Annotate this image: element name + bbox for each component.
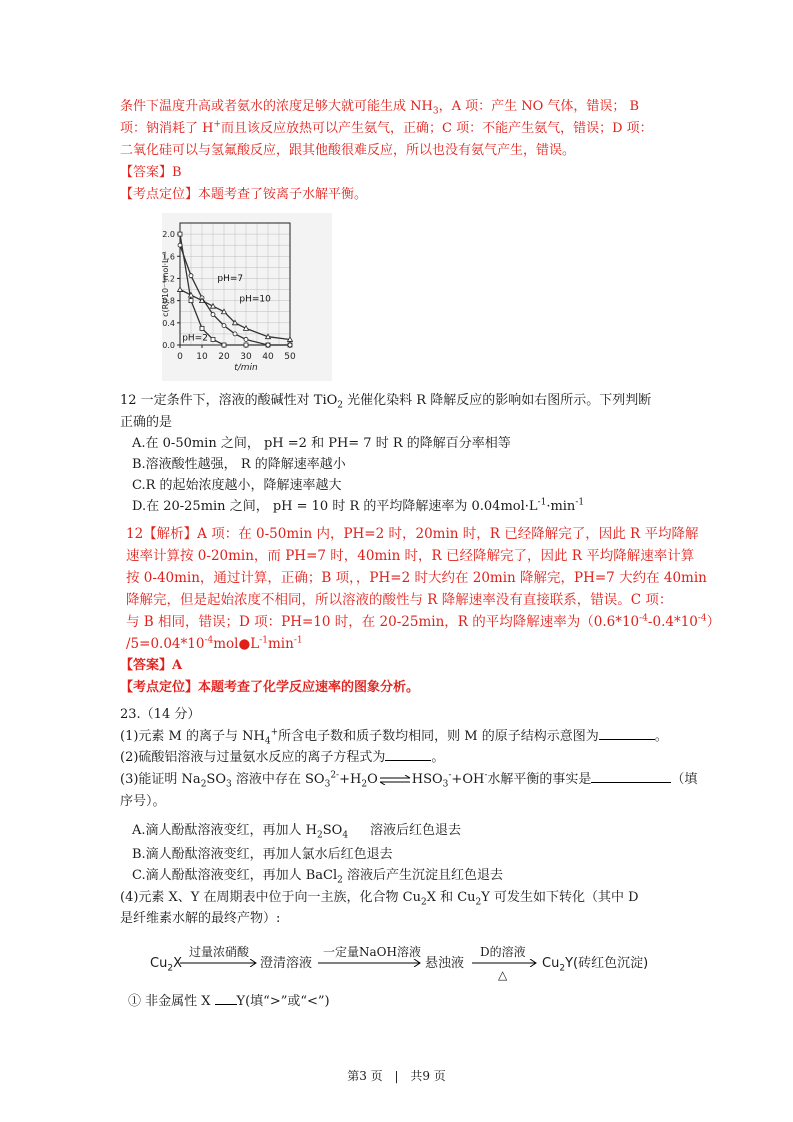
q23-heading: 23.（14 分） [120, 707, 201, 722]
q12-locate: 【考点定位】本题考查了化学反应速率的图象分析。 [120, 680, 420, 695]
q12-option-b: B.溶液酸性越强， R 的降解速率越小 [132, 457, 346, 472]
series-label: pH=2 [182, 333, 208, 344]
x-tick-label: 40 [262, 352, 274, 362]
q12-explanation-line-1: 12【解析】A 项：在 0-50min 内，PH=2 时，20min 时，R 已经降解完了，因此 R 平均降解 [126, 526, 699, 542]
right-arrow-icon [180, 959, 258, 967]
q12-explanation-line-4: 降解完，但是起始浓度不相同，所以溶液的酸性与 R 降解速率没有直接联系，错误。C 项： [126, 592, 673, 608]
prev-explanation-line-1: 条件下温度升高或者氨水的浓度足够大就可能生成 $NH_3$，A 项：产生 NO 气体，错误； B [120, 99, 640, 117]
y-tick-label: 0.4 [162, 318, 175, 328]
y-tick-label: 1.2 [162, 274, 175, 284]
right-arrow-icon [318, 959, 422, 967]
answer-blank[interactable] [385, 760, 431, 761]
q12-explanation-line-3: 按 0-40min，通过计算，正确；B 项，，PH=2 时大约在 20min 降解完，PH=7 大约在 40min [126, 570, 707, 586]
degradation-chart [162, 213, 332, 381]
q23-option-c: C.滴人酚酞溶液变红，再加人 BaCl$_2$ 溶液后产生沉淀且红色退去 [132, 868, 504, 886]
data-point [233, 332, 237, 336]
answer-blank[interactable] [591, 782, 671, 783]
q23-part-4: (4)元素 X、Y 在周期表中位于向一主族，化合物 $Cu_2X$ 和 $Cu_2Y$ 可发生如下转化（其中 D [120, 890, 639, 908]
flow-arrow-3-label: D的溶液 [480, 945, 526, 959]
data-point [211, 337, 215, 341]
x-tick-label: 30 [240, 352, 252, 362]
prev-locate: 【考点定位】本题考查了铵离子水解平衡。 [120, 187, 368, 202]
data-point [288, 343, 292, 347]
page-total: 共9 页 [410, 1069, 446, 1083]
series-label: pH=10 [239, 294, 271, 305]
flow-node-2: 悬浊液 [425, 956, 465, 971]
series-label: pH=7 [217, 274, 244, 285]
prev-explanation-line-3: 二氧化硅可以与氢氟酸反应，跟其他酸很难反应，所以也没有氨气产生，错误。 [120, 143, 576, 158]
x-tick-label: 50 [284, 352, 296, 362]
y-tick-label: 0.0 [162, 341, 175, 350]
equilibrium-arrow-icon [379, 775, 411, 785]
x-tick-label: 0 [177, 352, 183, 362]
q12-option-c: C.R 的起始浓度越小，降解速率越大 [132, 478, 342, 493]
data-point [178, 232, 182, 236]
q12-stem-line-1: 12 一定条件下，溶液的酸碱性对 TiO$_2$ 光催化染料 R 降解反应的影响如右图所示。下列判断 [120, 393, 652, 411]
q12-stem-line-2: 正确的是 [120, 415, 173, 430]
flow-arrow-2-label: 一定量NaOH溶液 [323, 945, 421, 959]
footer-separator: | [394, 1069, 399, 1083]
data-point [178, 243, 182, 247]
q23-part-4-cont: 是纤维素水解的最终产物）: [120, 911, 281, 926]
q12-option-a: A.在 0-50min 之间， pH =2 和 PH= 7 时 R 的降解百分率相等 [132, 436, 511, 451]
page-number: 第3 页 [347, 1069, 383, 1083]
y-tick-label: 2.0 [162, 230, 175, 240]
data-point [222, 343, 226, 347]
data-point [211, 313, 215, 317]
data-point [244, 343, 248, 347]
q23-sub-question-1: ① 非金属性 X Y(填“>”或“<”) [128, 994, 330, 1009]
data-point [222, 324, 226, 328]
q12-explanation-line-6: $/5=0.04*10^{-4}mol●L^{-1}\min^{-1}$ [126, 635, 303, 652]
q12-explanation-line-2: 速率计算按 0-20min，而 PH=7 时，40min 时，R 已经降解完了，因此 R 平均降解速率计算 [126, 548, 695, 564]
x-tick-label: 20 [218, 352, 230, 362]
y-tick-label: 1.6 [162, 252, 175, 262]
q12-explanation-line-5: 与 B 相同，错误；D 项：PH=10 时，在 20-25min，R 的平均降解速率为$(0.6*10^{-4}-0.4*10^{-4})$ [126, 613, 721, 630]
prev-answer: 【答案】B [120, 165, 182, 180]
flow-start: $Cu_2X$ [150, 956, 182, 974]
q23-option-a: A.滴人酚酞溶液变红，再加人 $H_2SO_4$ 溶液后红色退去 [132, 823, 462, 841]
chart-figure [162, 213, 332, 385]
flow-end: $Cu_2Y$(砖红色沉淀) [542, 956, 649, 974]
data-point [200, 326, 204, 330]
q23-part-3: (3)能证明 $Na_2SO_3$ 溶液中存在 $SO_3^{2-}+H_2O$ $HSO_3^-+OH^-$水解平衡的事实是 （填 [120, 770, 698, 790]
answer-blank[interactable] [215, 1004, 237, 1005]
q23-part-3-cont: 序号）。 [120, 794, 166, 809]
page-footer [0, 1067, 793, 1084]
x-axis-label: t/min [234, 363, 258, 373]
q12-option-d: D.在 20-25min 之间， pH = 10 时 R 的平均降解速率为 $0.04mol\cdot L^{-1}\cdot\min^{-1}$ [132, 497, 585, 514]
q23-option-b: B.滴人酚酞溶液变红，再加人氯水后红色退去 [132, 847, 393, 862]
q12-answer: 【答案】A [120, 658, 183, 673]
data-point [266, 343, 270, 347]
answer-blank[interactable] [599, 739, 655, 740]
x-tick-label: 10 [196, 352, 208, 362]
data-point [189, 299, 193, 303]
prev-explanation-line-2: 项：钠消耗了 H+而且该反应放热可以产生氨气，正确；C 项：不能产生氨气，错误；D 项： [120, 119, 653, 136]
y-axis-label: c(R)/10⁻⁴mol·L⁻¹ [162, 251, 170, 317]
flow-heat-symbol: △ [498, 968, 508, 982]
flow-arrow-1-label: 过量浓硝酸 [189, 945, 250, 959]
q23-part-2: (2)硫酸铝溶液与过量氨水反应的离子方程式为 。 [120, 750, 445, 765]
data-point [189, 274, 193, 278]
flow-node-1: 澄清溶液 [260, 956, 313, 971]
data-point [244, 337, 248, 341]
y-tick-label: 0.8 [162, 296, 175, 306]
q23-part-1: (1)元素 M 的离子与 $NH_4^+$所含电子数和质子数均相同，则 M 的原子结构示意图为 。 [120, 727, 668, 747]
